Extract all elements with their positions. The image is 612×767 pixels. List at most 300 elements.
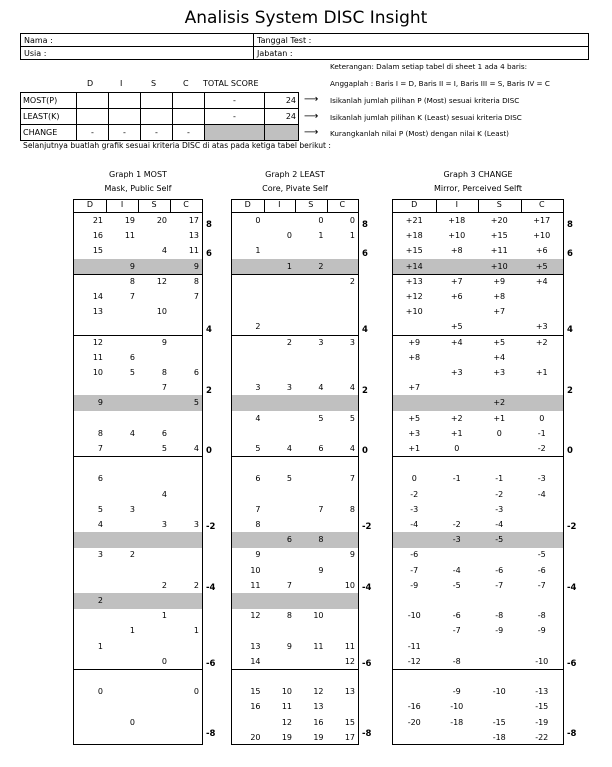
graph-cell[interactable]: +7 xyxy=(408,383,421,393)
graph-cell[interactable]: -13 xyxy=(535,687,549,697)
note-least: Isikanlah jumlah pilihan K (Least) sesuai kriteria DISC xyxy=(330,113,522,122)
score-header-d: D xyxy=(87,79,94,88)
graph-cell[interactable]: 7 xyxy=(318,504,324,514)
graph-cell[interactable]: +9 xyxy=(493,276,506,286)
score-table xyxy=(20,92,299,141)
graph-cell[interactable]: 0 xyxy=(411,474,417,484)
graph-cell[interactable]: +21 xyxy=(405,216,423,225)
graph-cell[interactable]: +1 xyxy=(493,413,506,423)
scale-label: -4 xyxy=(206,583,216,594)
graph-cell[interactable]: 8 xyxy=(318,535,324,545)
graph-cell[interactable]: 13 xyxy=(92,307,103,317)
graph-cell[interactable]: 9 xyxy=(286,641,292,651)
graph-cell[interactable]: 3 xyxy=(349,337,355,347)
graph-cell[interactable]: 1 xyxy=(286,261,292,271)
graph-cell[interactable]: 5 xyxy=(318,413,324,423)
graph-cell[interactable]: -7 xyxy=(410,565,419,575)
jabatan-label: Jabatan : xyxy=(257,48,293,58)
graph-cell[interactable]: 12 xyxy=(92,337,103,347)
graph-cell[interactable]: -6 xyxy=(495,565,504,575)
graph-column-header: S xyxy=(478,200,521,213)
level-divider xyxy=(232,274,358,275)
graph-cell[interactable]: -3 xyxy=(537,474,546,484)
graph-cell[interactable]: +10 xyxy=(448,231,466,241)
graph-cell[interactable]: -6 xyxy=(452,611,461,621)
level-divider xyxy=(393,669,563,670)
graph-cell[interactable]: 4 xyxy=(161,489,167,499)
graph-cell[interactable]: -18 xyxy=(450,717,464,727)
graph-cell[interactable]: +10 xyxy=(490,261,508,271)
graph-cell[interactable]: 0 xyxy=(349,216,355,225)
graph-cell[interactable]: 10 xyxy=(313,611,324,621)
graph-cell[interactable]: 6 xyxy=(318,444,324,453)
graph-cell[interactable]: 9 xyxy=(161,337,167,347)
row-label: CHANGE xyxy=(21,125,77,141)
graph-cell[interactable]: 3 xyxy=(318,337,324,347)
graph-cell[interactable]: 0 xyxy=(318,216,324,225)
graph-cell[interactable]: 5 xyxy=(129,368,135,377)
jabatan-field[interactable] xyxy=(254,47,589,60)
level-divider xyxy=(393,335,563,336)
graph-cell[interactable]: 11 xyxy=(344,641,355,651)
graph-cell[interactable]: +14 xyxy=(405,261,423,271)
graph-cell[interactable]: 3 xyxy=(255,383,261,393)
graph-column-header: S xyxy=(295,200,327,213)
graph-cell[interactable]: +18 xyxy=(405,231,423,241)
graph-cell[interactable]: +12 xyxy=(405,292,423,301)
graph-cell[interactable]: +7 xyxy=(493,307,506,317)
graph-cell[interactable]: 8 xyxy=(349,504,355,514)
scale-label: -6 xyxy=(362,659,372,670)
graph-cell[interactable]: 16 xyxy=(92,231,103,241)
graph-cell[interactable]: -10 xyxy=(492,687,506,697)
graph-cell[interactable]: -6 xyxy=(537,565,546,575)
scale-label: -6 xyxy=(567,659,577,670)
graph-cell[interactable]: 8 xyxy=(193,276,199,286)
graph-cell[interactable]: 15 xyxy=(344,717,355,727)
graph-cell[interactable]: -18 xyxy=(492,732,506,742)
graph-cell[interactable]: 21 xyxy=(92,216,103,225)
graph-cell[interactable]: +10 xyxy=(405,307,423,317)
graph-cell[interactable]: +15 xyxy=(405,246,423,256)
graph-cell[interactable]: 5 xyxy=(161,444,167,453)
graph-cell[interactable]: 12 xyxy=(250,611,261,621)
graph-cell[interactable]: +8 xyxy=(408,352,421,362)
graph-column-header: C xyxy=(327,200,359,213)
graph-cell[interactable]: 6 xyxy=(255,474,261,484)
graph-cell[interactable]: +1 xyxy=(450,428,463,438)
graph-cell[interactable]: 7 xyxy=(193,292,199,301)
graph-cell[interactable]: -7 xyxy=(537,580,546,590)
graph-cell[interactable]: -8 xyxy=(537,611,546,621)
graph-cell[interactable]: 5 xyxy=(286,474,292,484)
graph-cell[interactable]: 17 xyxy=(344,732,355,742)
graph-cell[interactable]: 4 xyxy=(349,444,355,453)
graph-cell[interactable]: 7 xyxy=(129,292,135,301)
graph-cell[interactable]: -2 xyxy=(452,520,461,529)
graph-cell[interactable]: -4 xyxy=(495,520,504,529)
level-divider xyxy=(232,335,358,336)
graph-cell[interactable]: 6 xyxy=(161,428,167,438)
graph-cell[interactable]: +3 xyxy=(450,368,463,377)
graph-column-header: C xyxy=(170,200,202,213)
graph-column-header: I xyxy=(106,200,138,213)
graph-cell[interactable]: -4 xyxy=(452,565,461,575)
graph-cell[interactable]: +2 xyxy=(535,337,548,347)
least-c-cell[interactable] xyxy=(173,109,205,125)
graph-cell[interactable]: 7 xyxy=(349,474,355,484)
graph-cell[interactable]: -22 xyxy=(535,732,549,742)
graph-cell[interactable]: 13 xyxy=(344,687,355,697)
graph-cell[interactable]: 2 xyxy=(193,580,199,590)
graph-cell[interactable]: -8 xyxy=(495,611,504,621)
graph-cell[interactable]: 5 xyxy=(349,413,355,423)
graph-cell[interactable]: +4 xyxy=(450,337,463,347)
graph-cell[interactable]: 11 xyxy=(250,580,261,590)
graph-cell[interactable]: 6 xyxy=(286,535,292,545)
change-c-cell: - xyxy=(173,125,205,141)
most-d-cell[interactable] xyxy=(77,93,109,109)
graph-cell[interactable]: 13 xyxy=(313,702,324,712)
graph1-subtitle: Mask, Public Self xyxy=(104,184,172,193)
graph-cell[interactable]: 7 xyxy=(255,504,261,514)
graph-cell[interactable]: -1 xyxy=(495,474,504,484)
graph-cell[interactable]: +5 xyxy=(493,337,506,347)
graph-cell[interactable]: +2 xyxy=(450,413,463,423)
graph-cell[interactable]: -2 xyxy=(495,489,504,499)
level-band xyxy=(74,532,202,548)
level-band xyxy=(232,593,358,609)
graph-cell[interactable]: 13 xyxy=(250,641,261,651)
graph-cell[interactable]: +5 xyxy=(450,322,463,332)
page-title: Analisis System DISC Insight xyxy=(184,8,428,28)
graph-cell[interactable]: 15 xyxy=(250,687,261,697)
least-i-cell[interactable] xyxy=(109,109,141,125)
graph-cell[interactable]: 0 xyxy=(97,687,103,697)
graph-cell[interactable]: 9 xyxy=(193,261,199,271)
graph-cell[interactable]: +13 xyxy=(405,276,423,286)
column-separator xyxy=(295,200,296,213)
graph-cell[interactable]: 10 xyxy=(92,368,103,377)
graph-cell[interactable]: 9 xyxy=(97,398,103,408)
graph-cell[interactable]: 11 xyxy=(188,246,199,256)
graph-cell[interactable]: 14 xyxy=(92,292,103,301)
graph-cell[interactable]: -3 xyxy=(452,535,461,545)
graph-cell[interactable]: 13 xyxy=(188,231,199,241)
graph-cell[interactable]: 0 xyxy=(454,444,460,453)
level-band xyxy=(393,532,563,548)
graph-most xyxy=(73,199,203,745)
nama-label: Nama : xyxy=(24,35,53,45)
graph-cell[interactable]: 8 xyxy=(97,428,103,438)
note-anggaplah: Anggaplah : Baris I = D, Baris II = I, Baris III = S, Baris IV = C xyxy=(330,79,550,88)
graph-cell[interactable]: 0 xyxy=(255,216,261,225)
graph-cell[interactable]: 4 xyxy=(318,383,324,393)
graph-cell[interactable]: 15 xyxy=(92,246,103,256)
graph-cell[interactable]: +8 xyxy=(493,292,506,301)
graph-cell[interactable]: -5 xyxy=(452,580,461,590)
most-c-cell[interactable] xyxy=(173,93,205,109)
graph-cell[interactable]: 4 xyxy=(161,246,167,256)
graph-cell[interactable]: -7 xyxy=(495,580,504,590)
graph-cell[interactable]: -1 xyxy=(537,428,546,438)
arrow-icon: ⟶ xyxy=(304,111,319,122)
graph-cell[interactable]: 8 xyxy=(286,611,292,621)
graph-cell[interactable]: 12 xyxy=(281,717,292,727)
graph-cell[interactable]: 6 xyxy=(97,474,103,484)
graph-cell[interactable]: 8 xyxy=(255,520,261,529)
graph-change xyxy=(392,199,564,745)
graph-cell[interactable]: -15 xyxy=(492,717,506,727)
graph-cell[interactable]: 11 xyxy=(281,702,292,712)
graph-cell[interactable]: -9 xyxy=(537,626,546,636)
graph-least xyxy=(231,199,359,745)
graph-cell[interactable]: 10 xyxy=(344,580,355,590)
change-i-cell: - xyxy=(109,125,141,141)
scale-label: -2 xyxy=(206,522,216,533)
graph-cell[interactable]: -11 xyxy=(407,641,421,651)
scale-label: 6 xyxy=(206,248,212,259)
graph-cell[interactable]: 7 xyxy=(97,444,103,453)
graph-cell[interactable]: 1 xyxy=(349,231,355,241)
graph-cell[interactable]: 4 xyxy=(286,444,292,453)
graph-cell[interactable]: +1 xyxy=(535,368,548,377)
graph-cell[interactable]: -3 xyxy=(410,504,419,514)
level-divider xyxy=(232,456,358,457)
graph-cell[interactable]: 4 xyxy=(97,520,103,529)
graph-cell[interactable]: +1 xyxy=(408,444,421,453)
graph-cell[interactable]: 11 xyxy=(313,641,324,651)
column-separator xyxy=(264,200,265,213)
graph-cell[interactable]: 11 xyxy=(92,352,103,362)
level-divider xyxy=(74,669,202,670)
graph-cell[interactable]: -9 xyxy=(452,687,461,697)
graph-cell[interactable]: +6 xyxy=(535,246,548,256)
graph-cell[interactable]: +3 xyxy=(408,428,421,438)
graph-cell[interactable]: -10 xyxy=(450,702,464,712)
graph-cell[interactable]: +15 xyxy=(490,231,508,241)
graph3-subtitle: Mirror, Perceived Selft xyxy=(433,184,523,193)
scale-label: 2 xyxy=(362,385,368,396)
graph-cell[interactable]: -2 xyxy=(537,444,546,453)
most-s-cell[interactable] xyxy=(141,93,173,109)
graph-cell[interactable]: +7 xyxy=(450,276,463,286)
graph-cell[interactable]: 1 xyxy=(129,626,135,636)
graph-cell[interactable]: 10 xyxy=(156,307,167,317)
identity-table xyxy=(20,33,589,60)
graph-cell[interactable]: -5 xyxy=(537,550,546,560)
graph-cell[interactable]: 2 xyxy=(286,337,292,347)
graph-cell[interactable]: 3 xyxy=(161,520,167,529)
graph-cell[interactable]: +5 xyxy=(535,261,548,271)
scale-label: 0 xyxy=(362,446,368,457)
score-header-total: TOTAL SCORE xyxy=(203,79,259,88)
graph3-title: Graph 3 CHANGE xyxy=(443,170,513,179)
graph-cell[interactable]: 1 xyxy=(318,231,324,241)
graph-cell[interactable]: -4 xyxy=(410,520,419,529)
graph-cell[interactable]: 3 xyxy=(193,520,199,529)
graph-cell[interactable]: 6 xyxy=(129,352,135,362)
graph-cell[interactable]: 2 xyxy=(318,261,324,271)
graph-cell[interactable]: 5 xyxy=(97,504,103,514)
graph-cell[interactable]: 20 xyxy=(156,216,167,225)
column-separator xyxy=(327,200,328,213)
graph-cell[interactable]: 16 xyxy=(313,717,324,727)
scale-label: -2 xyxy=(567,522,577,533)
graph-cell[interactable]: 2 xyxy=(97,596,103,605)
graph-cell[interactable]: 17 xyxy=(188,216,199,225)
graph-cell[interactable]: 12 xyxy=(344,656,355,666)
graph-cell[interactable]: 9 xyxy=(349,550,355,560)
graph-cell[interactable]: -20 xyxy=(407,717,421,727)
graph-cell[interactable]: 0 xyxy=(496,428,502,438)
graph-cell[interactable]: 0 xyxy=(193,687,199,697)
graph-column-header: I xyxy=(436,200,479,213)
scale-label: 4 xyxy=(206,324,212,335)
graph-cell[interactable]: 19 xyxy=(313,732,324,742)
level-divider xyxy=(393,456,563,457)
scale-label: 2 xyxy=(567,385,573,396)
least-s-cell[interactable] xyxy=(141,109,173,125)
graph-cell[interactable]: +5 xyxy=(408,413,421,423)
graph-cell[interactable]: -16 xyxy=(407,702,421,712)
column-separator xyxy=(436,200,437,213)
graph-cell[interactable]: 0 xyxy=(539,413,545,423)
graph-cell[interactable]: 19 xyxy=(281,732,292,742)
graph-cell[interactable]: +2 xyxy=(493,398,506,408)
graph-cell[interactable]: +3 xyxy=(535,322,548,332)
graph-cell[interactable]: 1 xyxy=(161,611,167,621)
graph-cell[interactable]: -12 xyxy=(407,656,421,666)
score-header-s: S xyxy=(151,79,157,88)
score-row-most xyxy=(21,93,299,109)
graph-cell[interactable]: 10 xyxy=(281,687,292,697)
graph-cell[interactable]: -4 xyxy=(537,489,546,499)
graph-cell[interactable]: 4 xyxy=(129,428,135,438)
graph-cell[interactable]: 0 xyxy=(161,656,167,666)
graph-cell[interactable]: 4 xyxy=(193,444,199,453)
graph-cell[interactable]: 9 xyxy=(129,261,135,271)
graph-cell[interactable]: -10 xyxy=(535,656,549,666)
graph-cell[interactable]: 2 xyxy=(129,550,135,560)
graph-cell[interactable]: 3 xyxy=(286,383,292,393)
graph-cell[interactable]: 11 xyxy=(124,231,135,241)
graph-cell[interactable]: 0 xyxy=(286,231,292,241)
graph-cell[interactable]: 9 xyxy=(318,565,324,575)
graph-cell[interactable]: +6 xyxy=(450,292,463,301)
graph-cell[interactable]: 2 xyxy=(255,322,261,332)
graph-cell[interactable]: 14 xyxy=(250,656,261,666)
graph-cell[interactable]: +18 xyxy=(448,216,466,225)
graph-cell[interactable]: +9 xyxy=(408,337,421,347)
graph-cell[interactable]: 6 xyxy=(193,368,199,377)
graph-cell[interactable]: 1 xyxy=(255,246,261,256)
change-s-cell: - xyxy=(141,125,173,141)
graph-column-header: D xyxy=(232,200,264,213)
scale-label: -4 xyxy=(362,583,372,594)
graph-cell[interactable]: 2 xyxy=(349,276,355,286)
graph-cell[interactable]: 3 xyxy=(129,504,135,514)
graph-cell[interactable]: 8 xyxy=(161,368,167,377)
graph-cell[interactable]: 1 xyxy=(97,641,103,651)
graph-column-header: C xyxy=(521,200,564,213)
graph-cell[interactable]: 12 xyxy=(313,687,324,697)
graph-cell[interactable]: 5 xyxy=(255,444,261,453)
scale-label: 4 xyxy=(567,324,573,335)
level-divider xyxy=(74,274,202,275)
graph-cell[interactable]: -8 xyxy=(452,656,461,666)
graph-cell[interactable]: 7 xyxy=(161,383,167,393)
graph-cell[interactable]: 20 xyxy=(250,732,261,742)
graph-cell[interactable]: -9 xyxy=(495,626,504,636)
graph-cell[interactable]: -3 xyxy=(495,504,504,514)
graph-cell[interactable]: -5 xyxy=(495,535,504,545)
graph-cell[interactable]: 3 xyxy=(97,550,103,560)
graph-cell[interactable]: -7 xyxy=(452,626,461,636)
graph-cell[interactable]: 10 xyxy=(250,565,261,575)
most-total: 24 xyxy=(265,93,299,109)
level-divider xyxy=(74,335,202,336)
score-row-least xyxy=(21,109,299,125)
graph-cell[interactable]: -15 xyxy=(535,702,549,712)
graph-cell[interactable]: 8 xyxy=(129,276,135,286)
note-keterangan: Keterangan: Dalam setiap tabel di sheet 1 ada 4 baris: xyxy=(330,62,528,71)
instruction-text: Selanjutnya buatlah grafik sesuai kriteria DISC di atas pada ketiga tabel berikut : xyxy=(23,141,331,150)
least-total-dash: - xyxy=(205,109,265,125)
column-separator xyxy=(138,200,139,213)
graph-column-header: S xyxy=(138,200,170,213)
scale-label: -2 xyxy=(362,522,372,533)
graph-cell[interactable]: +11 xyxy=(490,246,508,256)
graph-cell[interactable]: +10 xyxy=(533,231,551,241)
graph-cell[interactable]: -1 xyxy=(452,474,461,484)
usia-field[interactable] xyxy=(21,47,254,60)
graph-cell[interactable]: -6 xyxy=(410,550,419,560)
scale-label: 0 xyxy=(567,446,573,457)
graph-cell[interactable]: -19 xyxy=(535,717,549,727)
graph-cell[interactable]: 12 xyxy=(156,276,167,286)
tanggal-field[interactable] xyxy=(254,34,589,47)
graph-cell[interactable]: +8 xyxy=(450,246,463,256)
graph-cell[interactable]: 4 xyxy=(255,413,261,423)
graph-cell[interactable]: 7 xyxy=(286,580,292,590)
most-i-cell[interactable] xyxy=(109,93,141,109)
score-header-i: I xyxy=(120,79,123,88)
graph-cell[interactable]: +17 xyxy=(533,216,551,225)
graph-cell[interactable]: 2 xyxy=(161,580,167,590)
graph-cell[interactable]: -2 xyxy=(410,489,419,499)
graph-cell[interactable]: 9 xyxy=(255,550,261,560)
scale-label: 8 xyxy=(362,220,368,230)
change-total xyxy=(265,125,299,141)
nama-field[interactable] xyxy=(21,34,254,47)
graph2-title: Graph 2 LEAST xyxy=(265,170,325,179)
graph-cell[interactable]: +20 xyxy=(490,216,508,225)
graph-cell[interactable]: 16 xyxy=(250,702,261,712)
graph-cell[interactable]: +4 xyxy=(535,276,548,286)
graph-cell[interactable]: 4 xyxy=(349,383,355,393)
graph-cell[interactable]: +4 xyxy=(493,352,506,362)
least-d-cell[interactable] xyxy=(77,109,109,125)
graph-cell[interactable]: 5 xyxy=(193,398,199,408)
graph-cell[interactable]: 0 xyxy=(129,717,135,727)
graph-cell[interactable]: -9 xyxy=(410,580,419,590)
scale-label: -8 xyxy=(206,729,216,739)
graph-cell[interactable]: 19 xyxy=(124,216,135,225)
graph-cell[interactable]: -10 xyxy=(407,611,421,621)
graph-cell[interactable]: +3 xyxy=(493,368,506,377)
graph-cell[interactable]: 1 xyxy=(193,626,199,636)
